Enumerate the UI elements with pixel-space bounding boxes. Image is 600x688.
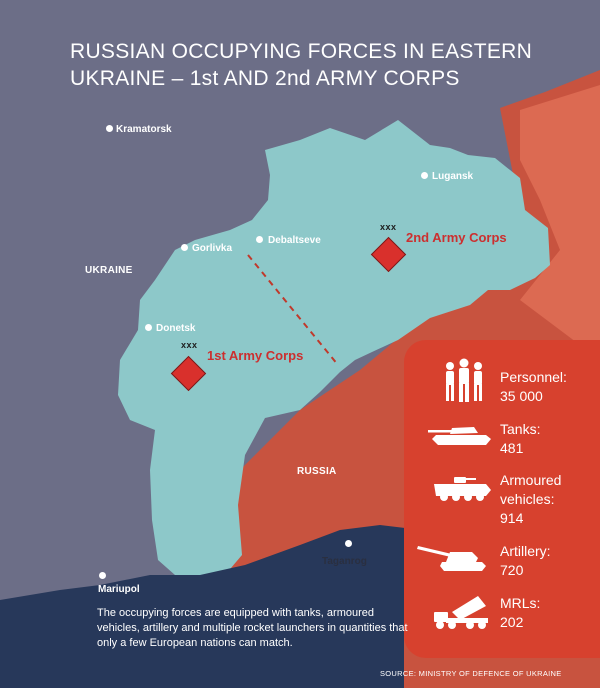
city-mariupol: Mariupol xyxy=(98,584,140,595)
caption: The occupying forces are equipped with tanks, armoured vehicles, artillery and multiple rocket launchers in quantities that only a few European nations can match. xyxy=(97,607,408,649)
unit-2-echelon: xxx xyxy=(380,222,397,232)
city-lugansk: Lugansk xyxy=(432,171,474,182)
stat-tanks-label: Tanks: xyxy=(500,421,541,437)
stat-artillery-label: Artillery: xyxy=(500,543,551,559)
city-dot-mariupol xyxy=(99,572,106,579)
title-line-1: RUSSIAN OCCUPYING FORCES IN EASTERN xyxy=(70,40,533,63)
city-dot-kramatorsk xyxy=(106,125,113,132)
city-dot-debaltseve xyxy=(256,236,263,243)
stat-mrls xyxy=(500,594,540,632)
soldiers-icon xyxy=(440,358,488,404)
stat-artillery-value: 720 xyxy=(500,562,524,578)
region-russia: RUSSIA xyxy=(297,466,337,477)
stat-personnel xyxy=(500,368,567,406)
page-title xyxy=(70,38,550,92)
city-taganrog: Taganrog xyxy=(322,556,367,567)
stat-tanks xyxy=(500,420,540,458)
city-debaltseve: Debaltseve xyxy=(268,235,321,246)
city-dot-gorlivka xyxy=(181,244,188,251)
city-gorlivka: Gorlivka xyxy=(192,243,233,254)
stat-mrls-value: 202 xyxy=(500,614,524,630)
stat-artillery xyxy=(500,542,551,580)
unit-1-label: 1st Army Corps xyxy=(207,348,304,363)
city-dot-lugansk xyxy=(421,172,428,179)
city-donetsk: Donetsk xyxy=(156,323,196,334)
unit-2-label: 2nd Army Corps xyxy=(406,230,507,245)
stat-armoured-label: Armoured xyxy=(500,472,562,488)
rocket-launcher-icon xyxy=(432,594,490,630)
city-dot-donetsk xyxy=(145,324,152,331)
stat-personnel-label: Personnel: xyxy=(500,369,567,385)
stat-personnel-value: 35 000 xyxy=(500,388,543,404)
armoured-vehicle-icon xyxy=(432,476,492,502)
stat-armoured-value: 914 xyxy=(500,510,524,526)
city-dot-taganrog xyxy=(345,540,352,547)
source: SOURCE: MINISTRY OF DEFENCE OF UKRAINE xyxy=(380,669,562,678)
tank-icon xyxy=(428,426,492,448)
stat-armoured-label-2: vehicles: xyxy=(500,491,555,507)
title-line-2: UKRAINE – 1st AND 2nd ARMY CORPS xyxy=(70,67,460,90)
artillery-icon xyxy=(416,544,488,574)
unit-1-echelon: xxx xyxy=(181,340,198,350)
stat-armoured xyxy=(500,471,561,528)
stat-tanks-value: 481 xyxy=(500,440,524,456)
region-ukraine: UKRAINE xyxy=(85,265,133,276)
stat-mrls-label: MRLs: xyxy=(500,595,541,611)
city-kramatorsk: Kramatorsk xyxy=(116,124,172,135)
